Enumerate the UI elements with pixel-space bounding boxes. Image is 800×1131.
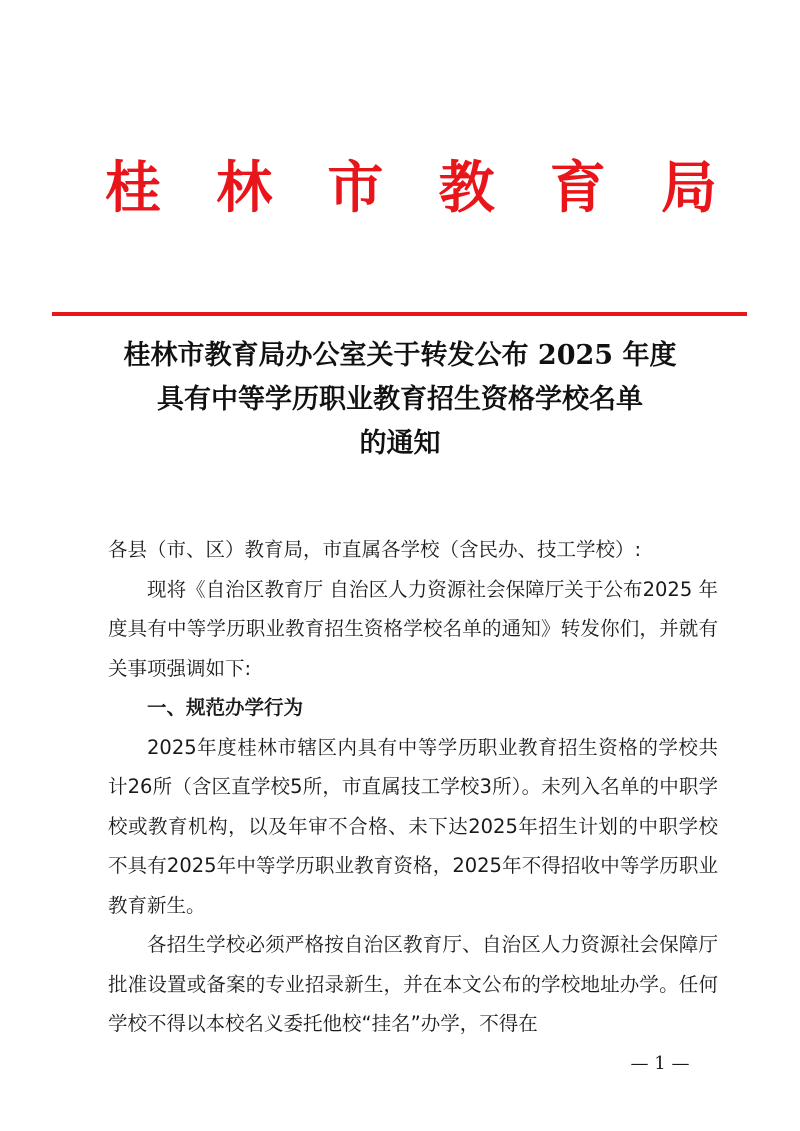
title-line: 桂林市教育局办公室关于转发公布 2025 年度 [123,340,677,371]
body-paragraph: 2025年度桂林市辖区内具有中等学历职业教育招生资格的学校共计26所（含区直学校5所，市直属技工学校3所）。未列入名单的中职学校或教育机构，以及年审不合格、未下达2025年招生计划的中职学校不具有2025年中等学历职业教育资格，2025年不得招收中等学历职业教育新生。 [108,735,718,917]
letterhead-char: 局 [660,155,717,221]
letterhead-char: 桂 [105,155,161,221]
document-body [108,530,718,1044]
page-number: — 1 — [630,1053,690,1074]
title-line: 的通知 [359,428,441,459]
title-line: 具有中等学历职业教育招生资格学校名单 [157,384,643,415]
salutation: 各县（市、区）教育局，市直属各学校（含民办、技工学校）: [108,538,642,561]
letterhead [105,155,717,221]
letterhead-char: 市 [327,155,384,221]
section-heading: 一、规范办学行为 [147,696,304,719]
body-paragraph: 各招生学校必须严格按自治区教育厅、自治区人力资源社会保障厅批准设置或备案的专业招录新生，并在本文公布的学校地址办学。任何学校不得以本校名义委托他校“挂名”办学，不得在 [108,933,718,1035]
letterhead-char: 教 [438,155,495,221]
intro-paragraph: 现将《自治区教育厅 自治区人力资源社会保障厅关于公布2025 年度具有中等学历职业教育招生资格学校名单的通知》转发你们，并就有关事项强调如下: [108,577,718,680]
red-divider-line [52,312,747,316]
letterhead-char: 育 [549,155,606,221]
document-title [60,334,740,466]
letterhead-char: 林 [216,155,273,221]
